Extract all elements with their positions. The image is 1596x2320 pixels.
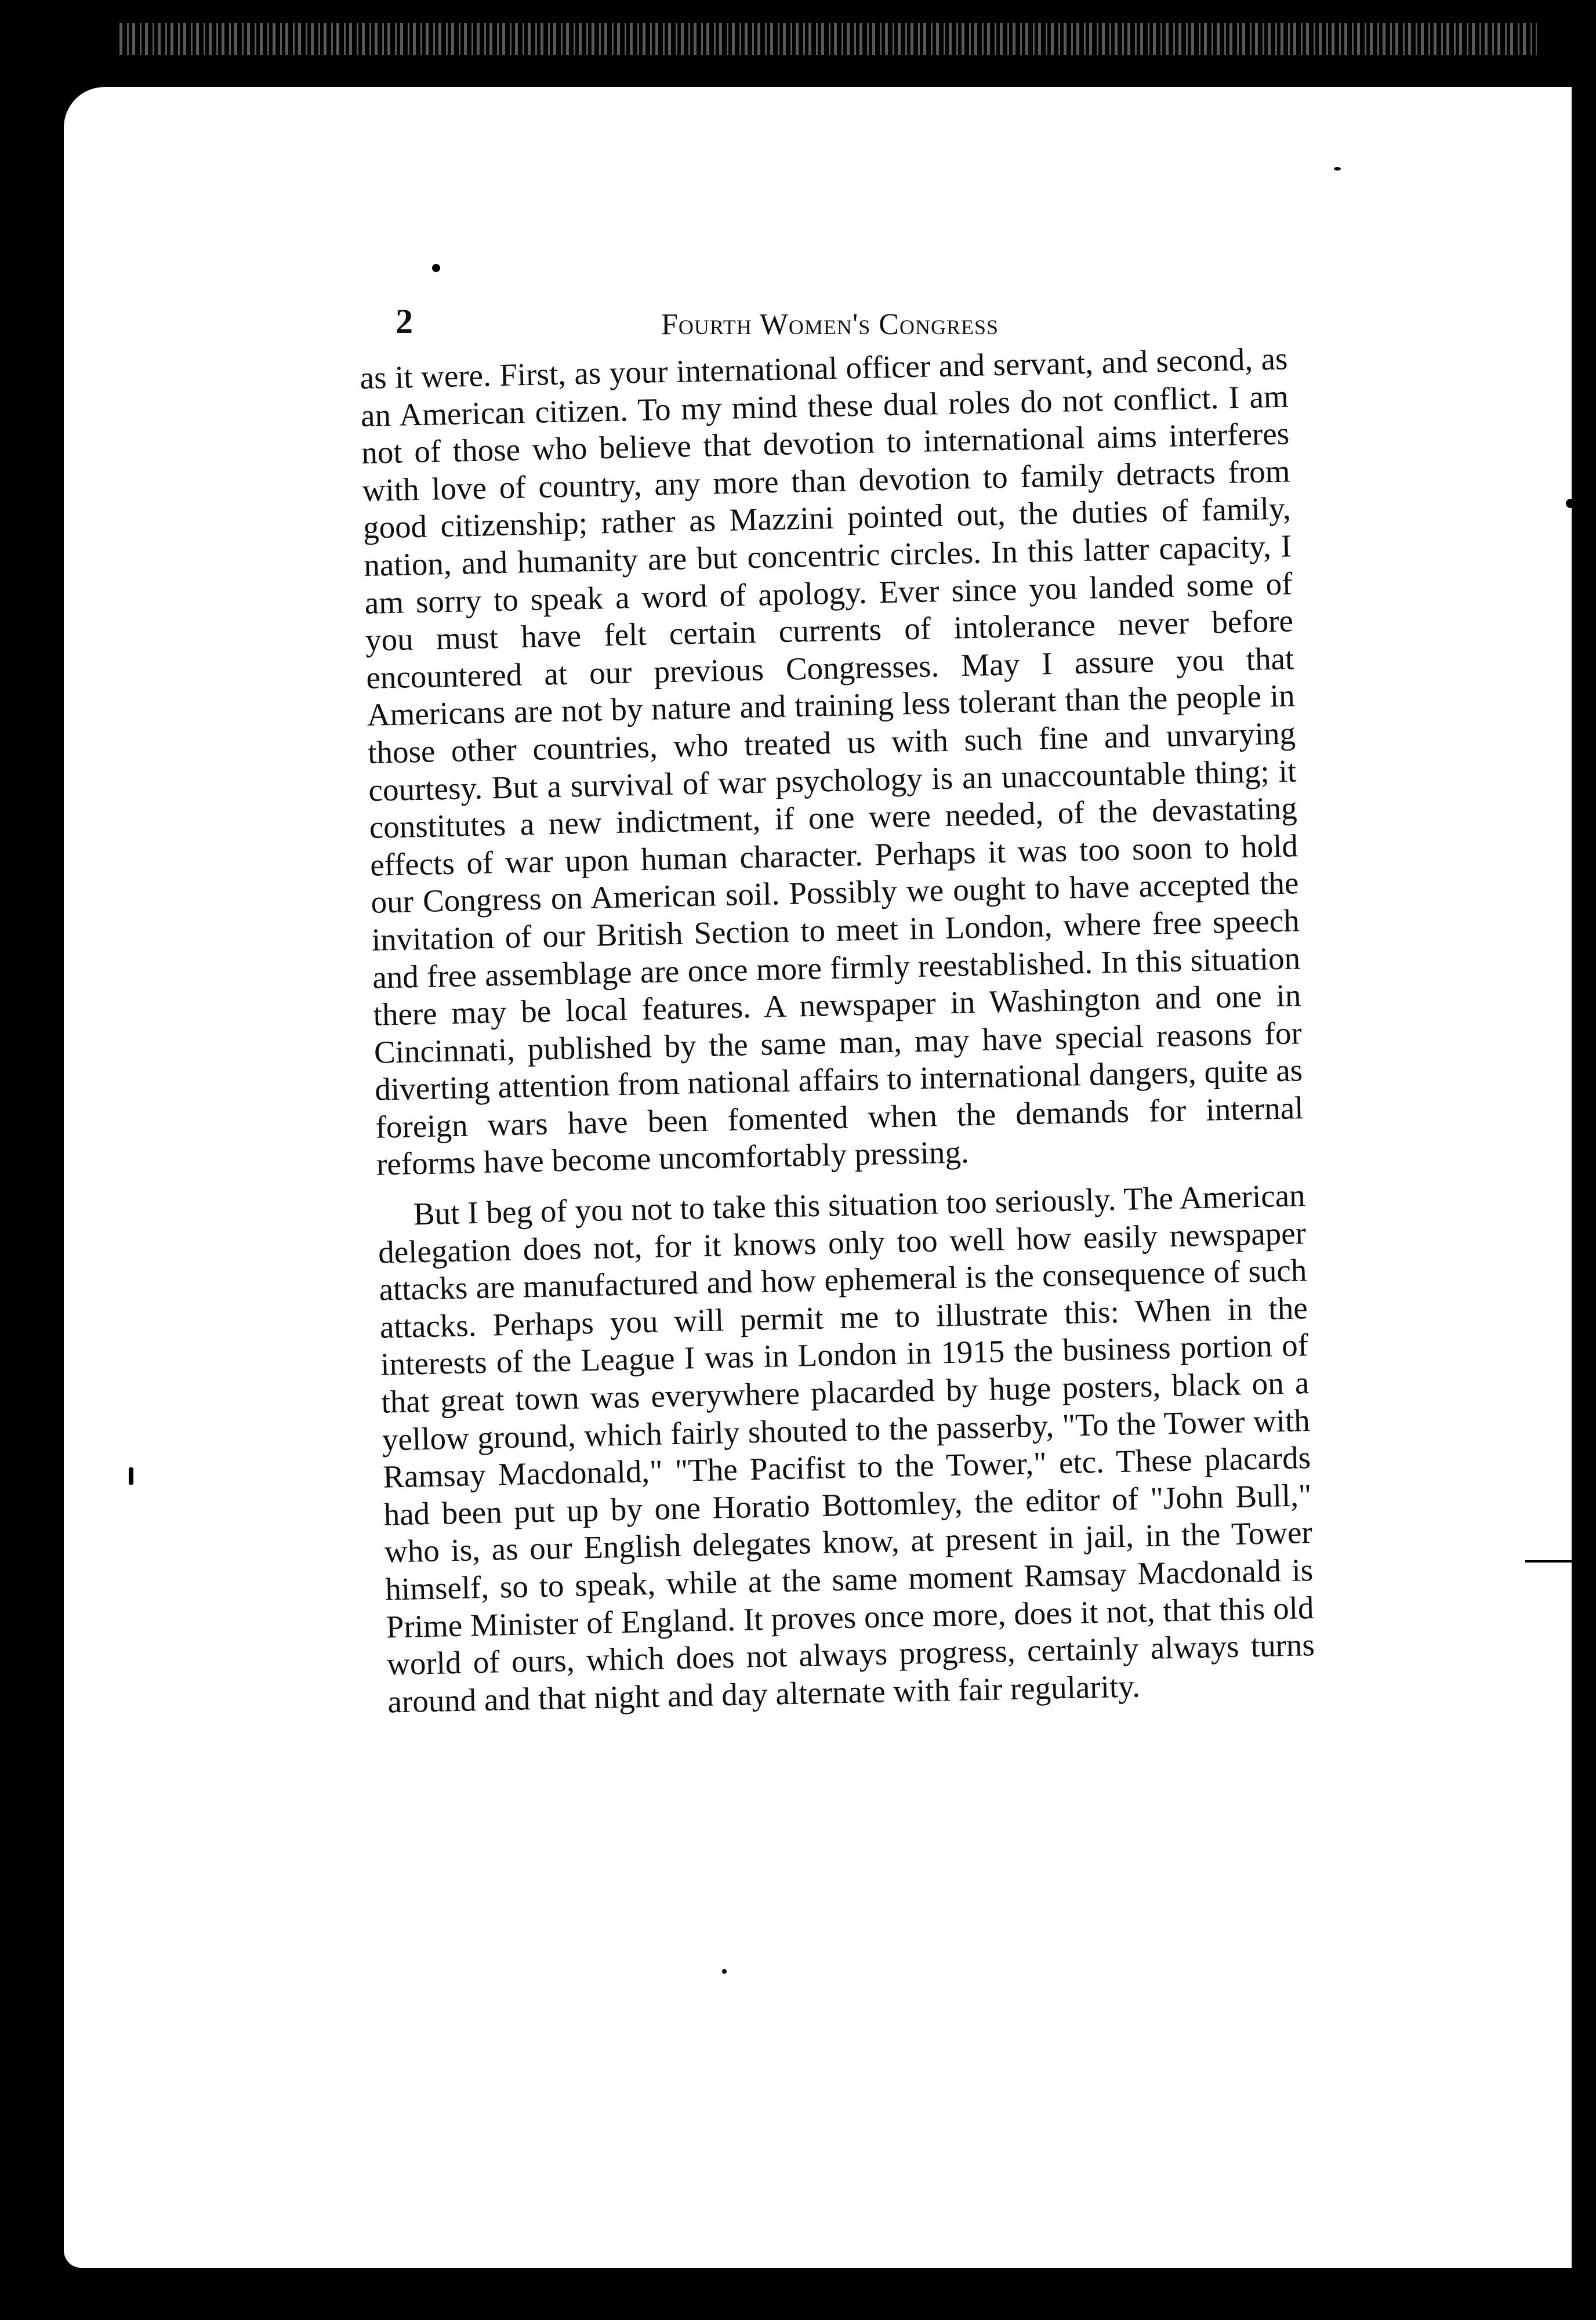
- scan-speck: [1334, 167, 1341, 171]
- scan-speck: [1525, 1560, 1595, 1563]
- paragraph-1: as it were. First, as your international officer and servant, and second, as an American citizen. To my mind these dual roles do not conflict. I am not of those who believe that devotion to international aims interferes with love of country, any more than devotion to family detracts from good citizenship; rather as Mazzini pointed out, the duties of family, nation, and humanity are but concentric circles. In this latter capacity, I am sorry to speak a word of apology. Ever since you landed some of you must have felt certain currents of intolerance never before encountered at our previous Congresses. May I assure you that Americans are not by nature and training less tolerant than the people in those other countries, who treated us with such fine and unvarying courtesy. But a survival of war psychology is an unaccountable thing; it constitutes a new indictment, if one were needed, of the devastating effects of war upon human character. Perhaps it was too soon to hold our Congress on American soil. Possibly we ought to have accepted the invitation of our British Section to meet in London, where free speech and free assemblage are once more firmly reestablished. In this situation there may be local features. A newspaper in Washington and one in Cincinnati, published by the same man, may have special reasons for diverting attention from national affairs to international dangers, quite as foreign wars have been fomented when the demands for internal reforms have become uncomfortably pressing.: [360, 340, 1304, 1183]
- page-content: [360, 290, 1315, 1721]
- scan-speck: [722, 1969, 727, 1974]
- paragraph-2: But I beg of you not to take this situation too seriously. The American delegation does not, for it knows only too well how easily newspaper attacks are manufactured and how ephemeral is the consequence of such attacks. Perhaps you will permit me to illustrate this: When in the interests of the League I was in London in 1915 the business portion of that great town was everywhere placarded by huge posters, black on a yellow ground, which fairly shouted to the passerby, "To the Tower with Ramsay Macdonald," "The Pacifist to the Tower," etc. These placards had been put up by one Horatio Bottomley, the editor of "John Bull," who is, as our English delegates know, at present in jail, in the Tower himself, so to speak, while at the same moment Ramsay Macdonald is Prime Minister of England. It proves once more, does it not, that this old world of ours, which does not always progress, certainly always turns around and that night and day alternate with fair regularity.: [378, 1177, 1315, 1720]
- top-edge-noise: [116, 23, 1537, 55]
- page-number: 2: [396, 302, 413, 340]
- body-text: [360, 340, 1316, 1720]
- scan-speck: [1566, 499, 1575, 508]
- running-head: Fourth Women's Congress: [661, 308, 999, 341]
- scan-speck: [432, 264, 440, 272]
- scan-speck: [129, 1467, 133, 1485]
